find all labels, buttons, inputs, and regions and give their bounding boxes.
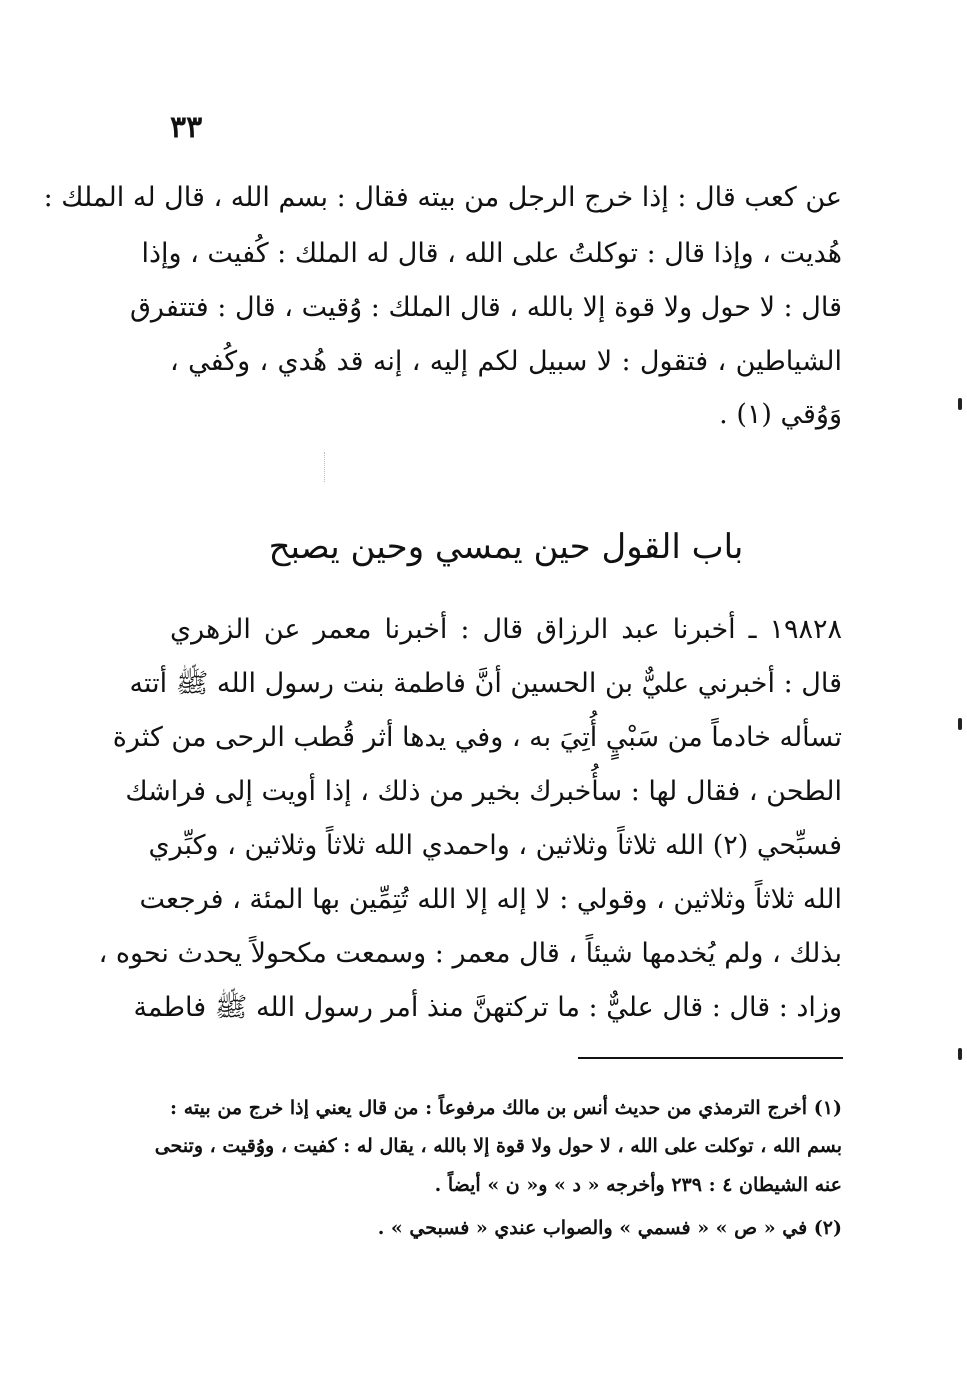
text-line: فسبِّحي (٢) الله ثلاثاً وثلاثين ، واحمدي الله ثلاثاً وثلاثين ، وكبِّري (148, 830, 842, 861)
footnote-line: (١) أخرج الترمذي من حديث أنس بن مالك مرفوعاً : من قال يعني إذا خرج من بيته : (170, 1097, 842, 1119)
scan-edge-mark (958, 718, 962, 730)
scan-artifact (324, 452, 327, 482)
footnote-separator (578, 1057, 843, 1059)
text-line: قال : أخبرني عليٌّ بن الحسين أنَّ فاطمة بنت رسول الله ﷺ أتته (129, 668, 842, 699)
scan-edge-mark (958, 1048, 962, 1060)
footnote-line: عنه الشيطان ٤ : ٢٣٩ وأخرجه « د » و« ن » أيضاً . (434, 1174, 842, 1196)
text-line: تسأله خادماً من سَبْيٍ أُتِيَ به ، وفي يدها أثر قُطب الرحى من كثرة (112, 722, 842, 753)
scan-edge-mark (958, 398, 962, 410)
text-line: الطحن ، فقال لها : سأُخبرك بخير من ذلك ، إذا أويت إلى فراشك (125, 776, 842, 807)
text-line: وَوُقي (١) . (719, 399, 842, 430)
section-heading: باب القول حين يمسي وحين يصبح (268, 527, 744, 567)
text-line: الله ثلاثاً وثلاثين ، وقولي : لا إله إلا الله تُتِمِّين بها المئة ، فرجعت (139, 884, 842, 915)
page-number: ٣٣ (170, 110, 203, 145)
text-line: وزاد : قال : قال عليٌّ : ما تركتهنَّ منذ أمر رسول الله ﷺ فاطمة (133, 992, 842, 1023)
text-line: قال : لا حول ولا قوة إلا بالله ، قال الملك : وُقيت ، قال : فتتفرق (129, 292, 842, 323)
footnote-line: بسم الله ، توكلت على الله ، لا حول ولا قوة إلا بالله ، يقال له : كفيت ، ووُقيت ، وتنحى (154, 1135, 842, 1157)
footnote-line: (٢) في « ص » « فسمي » والصواب عندي « فسبحي » . (377, 1217, 842, 1239)
text-line: عن كعب قال : إذا خرج الرجل من بيته فقال : بسم الله ، قال له الملك : (43, 182, 842, 213)
text-line: الشياطين ، فتقول : لا سبيل لكم إليه ، إنه قد هُدي ، وكُفي ، (170, 346, 842, 377)
text-line: بذلك ، ولم يُخدمها شيئاً ، قال معمر : وسمعت مكحولاً يحدث نحوه ، (98, 938, 842, 969)
text-line: ١٩٨٢٨ ـ أخبرنا عبد الرزاق قال : أخبرنا معمر عن الزهري (170, 614, 842, 645)
text-line: هُديت ، وإذا قال : توكلتُ على الله ، قال له الملك : كُفيت ، وإذا (141, 238, 842, 269)
